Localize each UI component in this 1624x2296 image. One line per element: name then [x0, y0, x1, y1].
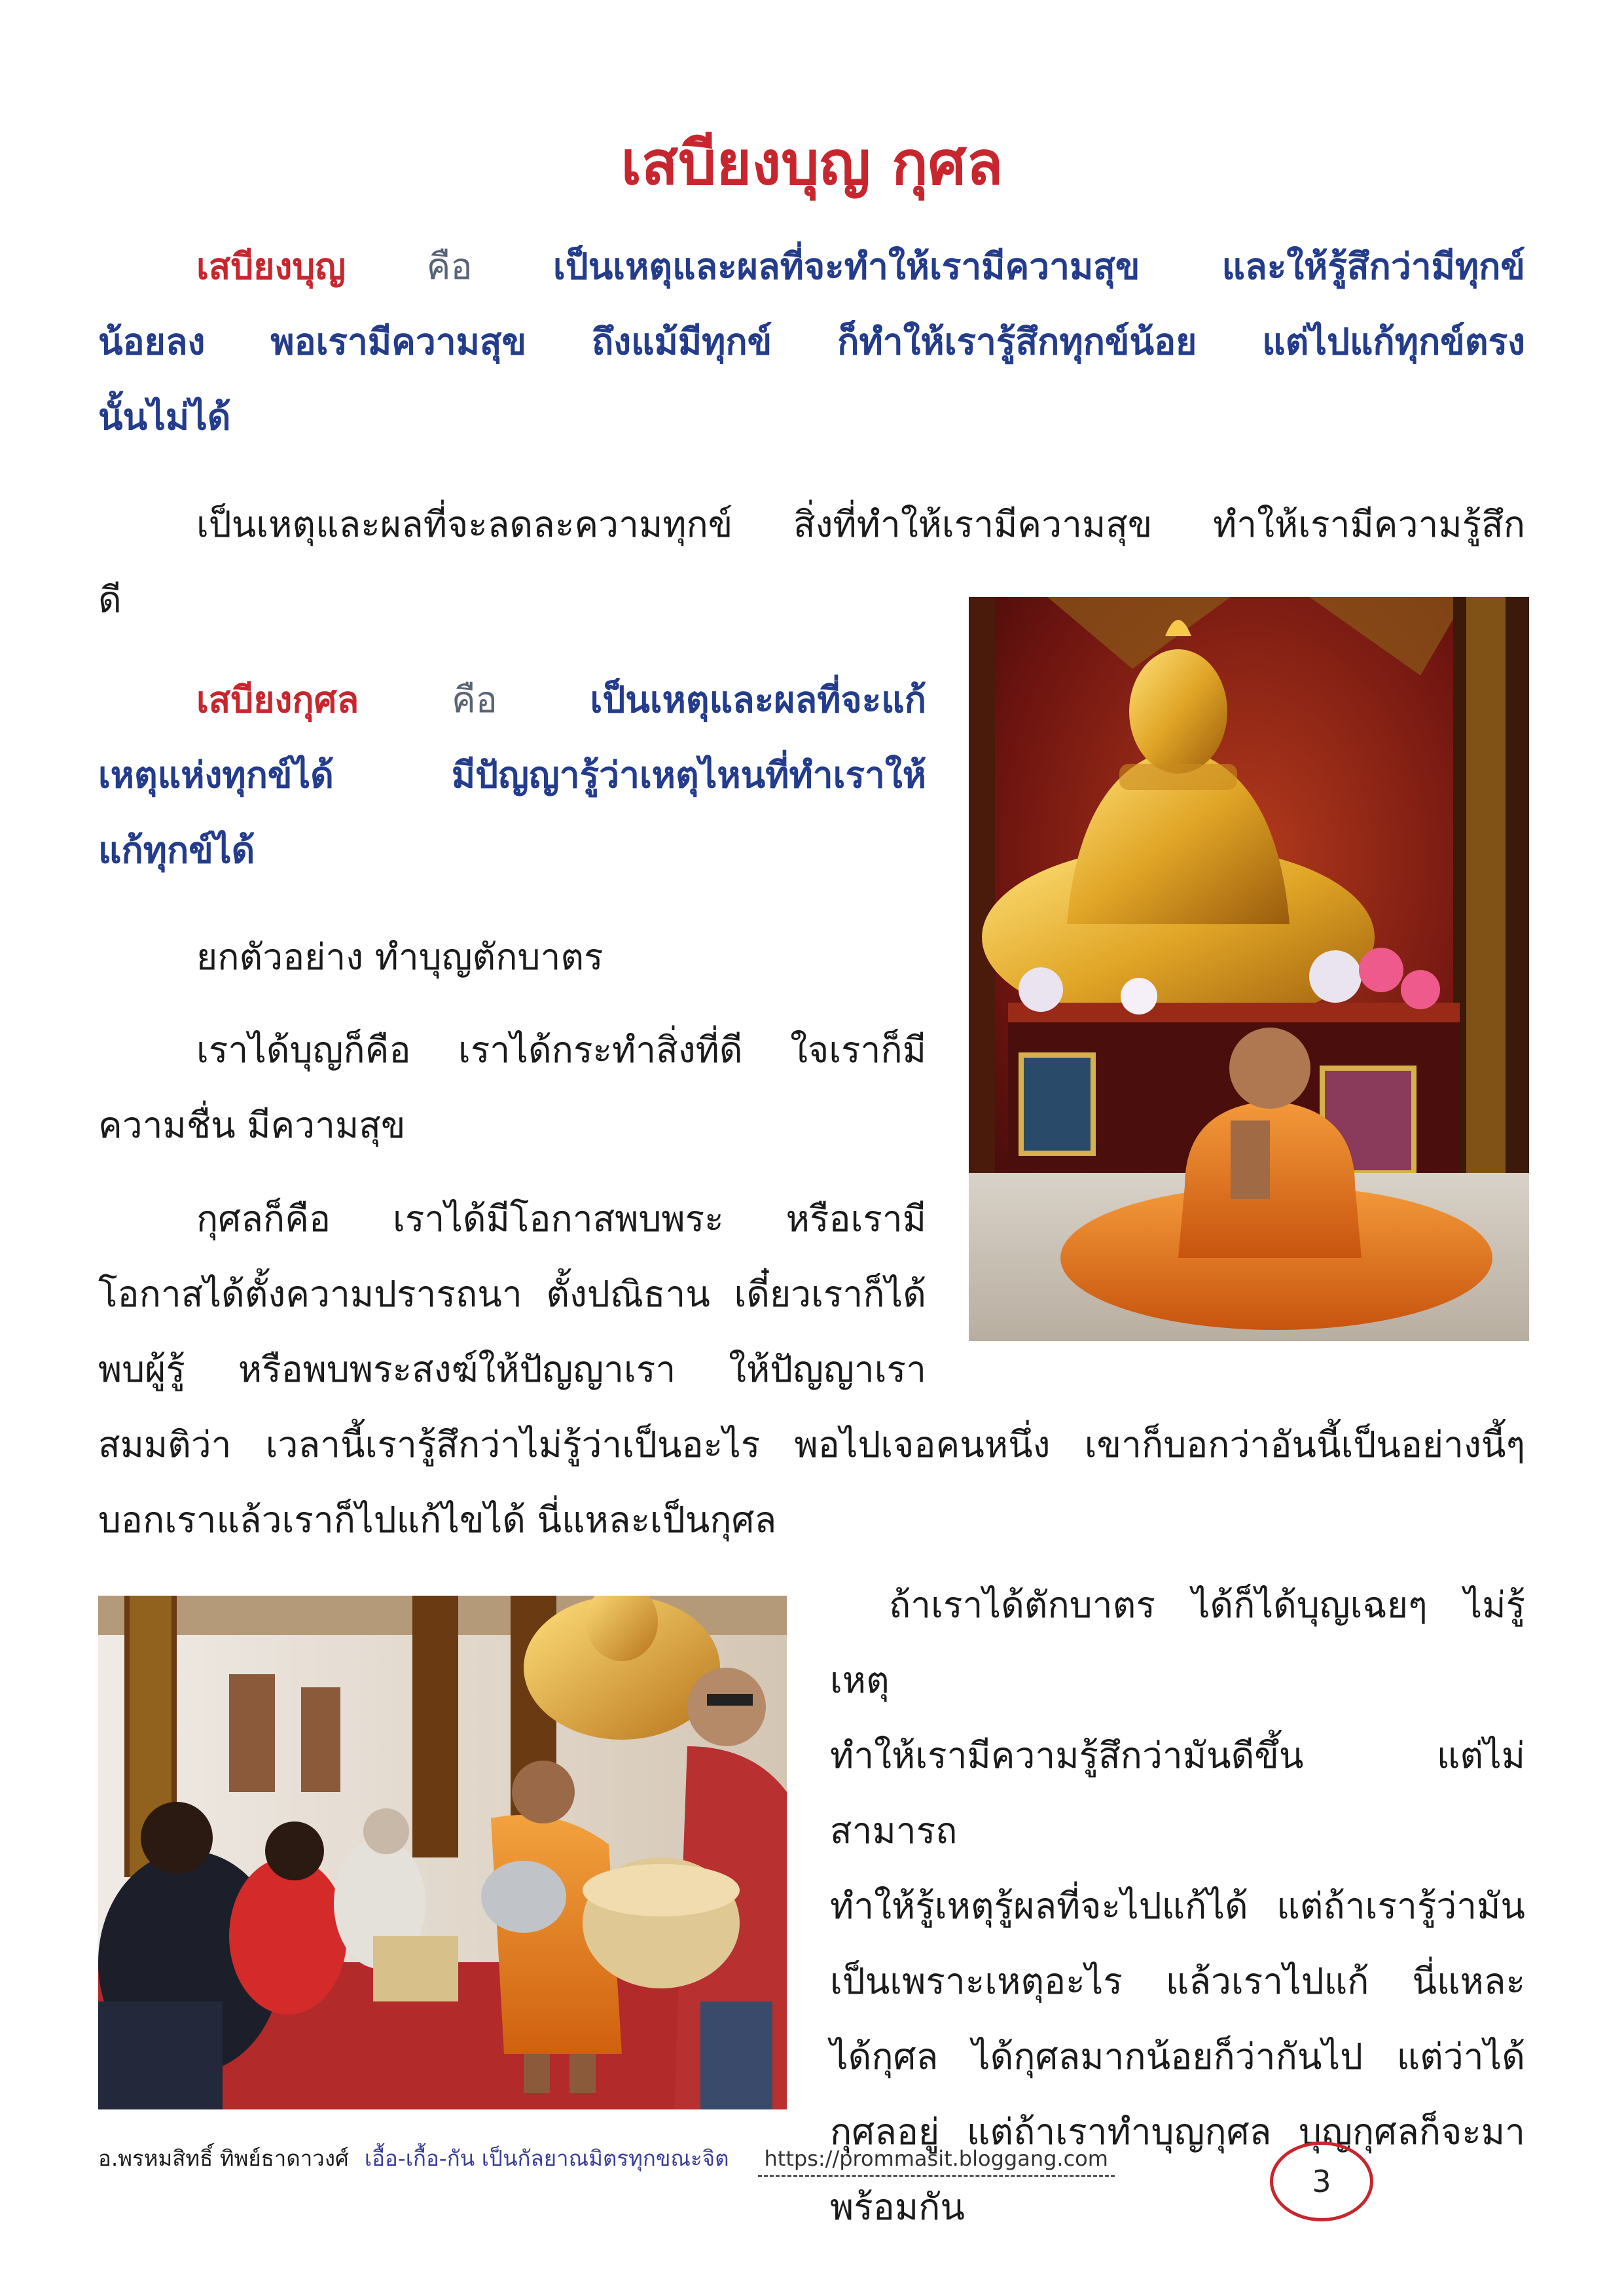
term-sabiang-bun: เสบียงบุญ [196, 245, 346, 287]
footer-url-link[interactable]: https://prommasit.bloggang.com [758, 2146, 1115, 2177]
text-line: พบผู้รู้ หรือพบพระสงฆ์ให้ปัญญาเรา ให้ปัญญาเรา [98, 1348, 926, 1390]
page-title: เสบียงบุญ กุศล [621, 128, 1003, 198]
text-line: กุศลอยู่ แต่ถ้าเราทำบุญกุศล บุญกุศลก็จะมา [830, 2111, 1525, 2153]
page-number: 3 [1270, 2142, 1373, 2221]
text-line: ยกตัวอย่าง ทำบุญตักบาตร [196, 936, 604, 978]
definition-line: เป็นเหตุและผลที่จะแก้ [590, 679, 926, 721]
text-line: โอกาสได้ตั้งความปรารถนา ตั้งปณิธาน เดี๋ยวเราก็ได้ [98, 1273, 926, 1315]
text-line: กุศลก็คือ เราได้มีโอกาสพบพระ หรือเรามี [196, 1198, 926, 1240]
definition-line: น้อยลง พอเรามีความสุข ถึงแม้มีทุกข์ ก็ทำให้เรารู้สึกทุกข์น้อย แต่ไปแก้ทุกข์ตรง [98, 321, 1525, 363]
text-line: ความชื่น มีความสุข [98, 1104, 406, 1146]
definition-line: เป็นเหตุและผลที่จะทำให้เรามีความสุข และให้รู้สึกว่ามีทุกข์ [553, 245, 1526, 287]
text-line: เราได้บุญก็คือ เราได้กระทำสิ่งที่ดี ใจเราก็มี [196, 1029, 926, 1071]
definition-line: เหตุแห่งทุกข์ได้ มีปัญญารู้ว่าเหตุไหนที่ทำเราให้ [98, 754, 926, 796]
definition-line: แก้ทุกข์ได้ [98, 829, 255, 871]
text-line: ทำให้เรามีความรู้สึกว่ามันดีขึ้น แต่ไม่สามารถ [830, 1734, 1525, 1852]
photo-buddha-monk [969, 597, 1529, 1341]
paragraph-sabiang-kusol [98, 662, 926, 888]
text-line: บอกเราแล้วเราก็ไปแก้ไขได้ นี่แหละเป็นกุศล [98, 1499, 777, 1541]
text-line: เป็นเหตุและผลที่จะลดละความทุกข์ สิ่งที่ทำให้เรามีความสุข ทำให้เรามีความรู้สึก [196, 503, 1525, 545]
footer-slogan: เอื้อ-เกื้อ-กัน เป็นกัลยาณมิตรทุกขณะจิต [364, 2145, 729, 2171]
term-sabiang-kusol: เสบียงกุศล [196, 679, 359, 721]
paragraph-merit [98, 1013, 926, 1163]
text-line: ดี [98, 579, 122, 620]
text-line: สมมติว่า เวลานี้เรารู้สึกว่าไม่รู้ว่าเป็นอะไร พอไปเจอคนหนึ่ง เขาก็บอกว่าอันนี้เป็นอย่างนี้ๆ [98, 1424, 1525, 1465]
footer-author: อ.พรหมสิทธิ์ ทิพย์ธาดาวงศ์ [98, 2145, 349, 2171]
paragraph-example [98, 920, 926, 995]
word-kue: คือ [426, 245, 473, 287]
photo-alms-round [98, 1596, 787, 2109]
text-line: ถ้าเราได้ตักบาตร ได้ก็ได้บุญเฉยๆ ไม่รู้เหตุ [830, 1584, 1525, 1701]
text-line: พร้อมกัน [830, 2186, 965, 2228]
definition-line: นั้นไม่ได้ [98, 396, 231, 438]
text-line: ได้กุศล ได้กุศลมากน้อยก็ว่ากันไป แต่ว่าได้ [830, 2036, 1525, 2077]
word-kue: คือ [451, 679, 497, 721]
paragraph-sabiang-bun [98, 229, 1525, 455]
text-line: ทำให้รู้เหตุรู้ผลที่จะไปแก้ได้ แต่ถ้าเรารู้ว่ามัน [830, 1885, 1525, 1927]
footer [98, 2139, 1115, 2178]
text-line: เป็นเพราะเหตุอะไร แล้วเราไปแก้ นี่แหละ [830, 1960, 1525, 2002]
